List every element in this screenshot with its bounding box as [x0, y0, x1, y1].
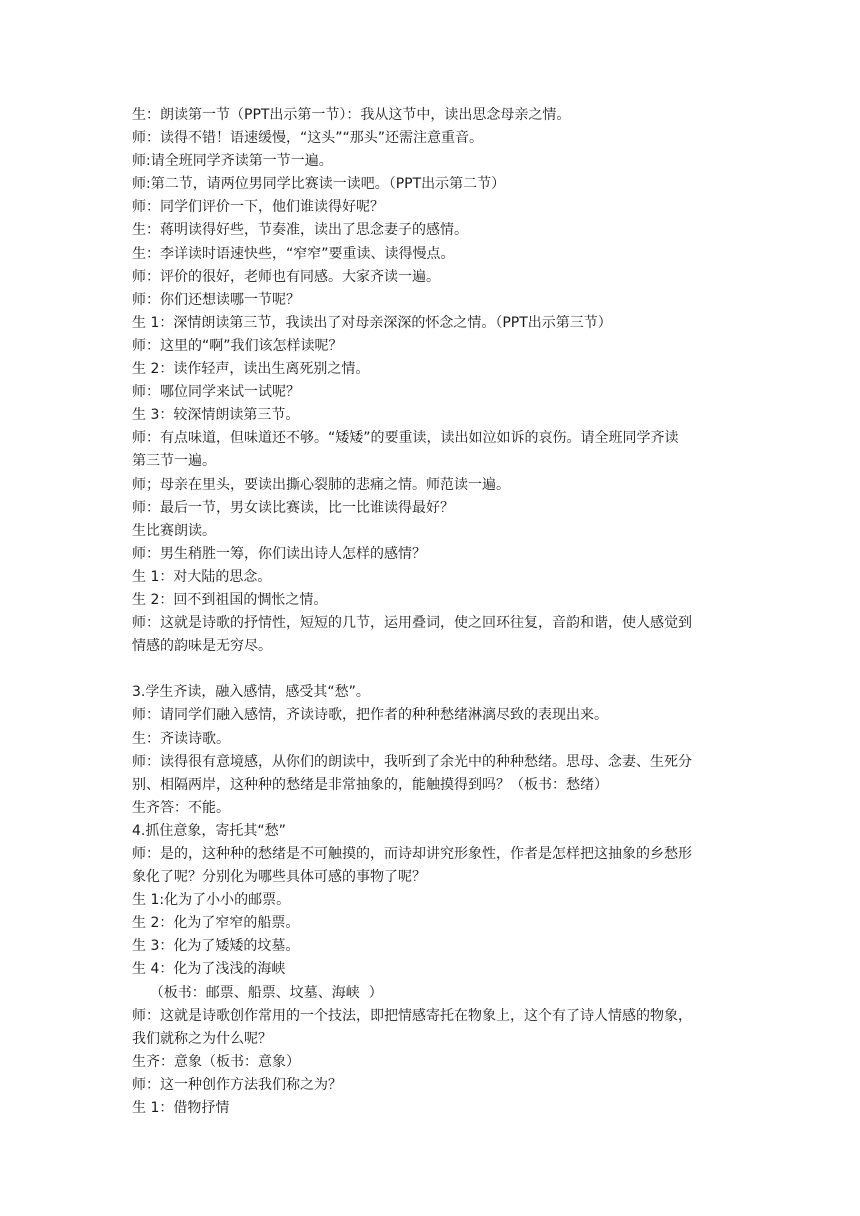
text-line: 师：读得很有意境感，从你们的朗读中，我听到了余光中的种种愁绪。思母、念妻、生死分: [132, 753, 692, 770]
text-line: 师：这就是诗歌的抒情性，短短的几节，运用叠词，使之回环往复，音韵和谐，使人感觉到: [132, 615, 692, 632]
text-line: 生 1:化为了小小的邮票。: [132, 892, 291, 909]
text-line: 师：哪位同学来试一试呢？: [132, 384, 300, 401]
text-line: 师：这一种创作方法我们称之为？: [132, 1076, 342, 1093]
text-line: 生 4：化为了浅浅的海峡: [132, 961, 286, 978]
text-line: 生：齐读诗歌。: [132, 730, 230, 747]
text-line: 情感的韵味是无穷尽。: [132, 638, 272, 655]
text-line: 生 2：回不到祖国的惆怅之情。: [132, 591, 328, 608]
section-heading: 4.抓住意象，寄托其“愁”: [132, 822, 286, 839]
text-line: 第三节一遍。: [132, 453, 216, 470]
text-line: 生：蒋明读得好些，节奏准，读出了思念妻子的感情。: [132, 222, 468, 239]
text-line: 我们就称之为什么呢？: [132, 1030, 272, 1047]
text-line: 师：有点味道，但味道还不够。“矮矮”的要重读，读出如泣如诉的哀伤。请全班同学齐读: [132, 430, 679, 447]
text-line: 生 3：化为了矮矮的坟墓。: [132, 938, 300, 955]
text-line: 师：你们还想读哪一节呢？: [132, 291, 300, 308]
text-line: 生 3：较深情朗读第三节。: [132, 407, 300, 424]
section-heading: 3.学生齐读，融入感情，感受其“愁”。: [132, 684, 370, 701]
text-line: 师；母亲在里头，要读出撕心裂肺的悲痛之情。师范读一遍。: [132, 476, 510, 493]
text-line: 生 2：读作轻声，读出生离死别之情。: [132, 361, 370, 378]
text-line: （板书：邮票、船票、坟墓、海峡 ）: [132, 984, 383, 1001]
text-line: 师：评价的很好，老师也有同感。大家齐读一遍。: [132, 268, 440, 285]
text-line: 生齐答：不能。: [132, 799, 230, 816]
text-line: 生比赛朗读。: [132, 522, 216, 539]
text-line: 师：男生稍胜一筹，你们读出诗人怎样的感情？: [132, 545, 426, 562]
text-line: 生 1：对大陆的思念。: [132, 568, 272, 585]
text-line: 师：同学们评价一下，他们谁读得好呢？: [132, 199, 384, 216]
text-line: 生：李详读时语速快些，“窄窄”要重读、读得慢点。: [132, 245, 455, 262]
text-line: 师：是的，这种种的愁绪是不可触摸的，而诗却讲究形象性，作者是怎样把这抽象的乡愁形: [132, 846, 692, 862]
text-line: 师：最后一节，男女读比赛读，比一比谁读得最好？: [132, 499, 454, 516]
text-line: 师：读得不错！语速缓慢，“这头”“那头”还需注意重音。: [132, 130, 484, 147]
text-line: 生 1：借物抒情: [132, 1100, 230, 1117]
blank-line: [132, 658, 732, 681]
text-line: 师：请同学们融入感情，齐读诗歌，把作者的种种愁绪淋漓尽致的表现出来。: [132, 707, 608, 724]
text-line: 师:请全班同学齐读第一节一遍。: [132, 153, 333, 170]
text-line: 师:第二节，请两位男同学比赛读一读吧。（PPT出示第二节）: [132, 176, 506, 193]
lesson-transcript: [132, 104, 732, 1120]
text-line: 象化了呢？分别化为哪些具体可感的事物了呢？: [132, 869, 426, 886]
text-line: 别、相隔两岸，这种种的愁绪是非常抽象的，能触摸得到吗？（板书：愁绪）: [132, 776, 608, 793]
text-line: 生 2：化为了窄窄的船票。: [132, 915, 300, 932]
text-line: 生齐：意象（板书：意象）: [132, 1053, 300, 1070]
text-line: 师：这里的“啊”我们该怎样读呢？: [132, 337, 343, 354]
text-line: 生：朗读第一节（PPT出示第一节）：我从这节中，读出思念母亲之情。: [132, 107, 571, 123]
text-line: 师：这就是诗歌创作常用的一个技法，即把情感寄托在物象上，这个有了诗人情感的物象，: [132, 1007, 692, 1024]
text-line: 生 1：深情朗读第三节，我读出了对母亲深深的怀念之情。（PPT出示第三节）: [132, 314, 612, 331]
